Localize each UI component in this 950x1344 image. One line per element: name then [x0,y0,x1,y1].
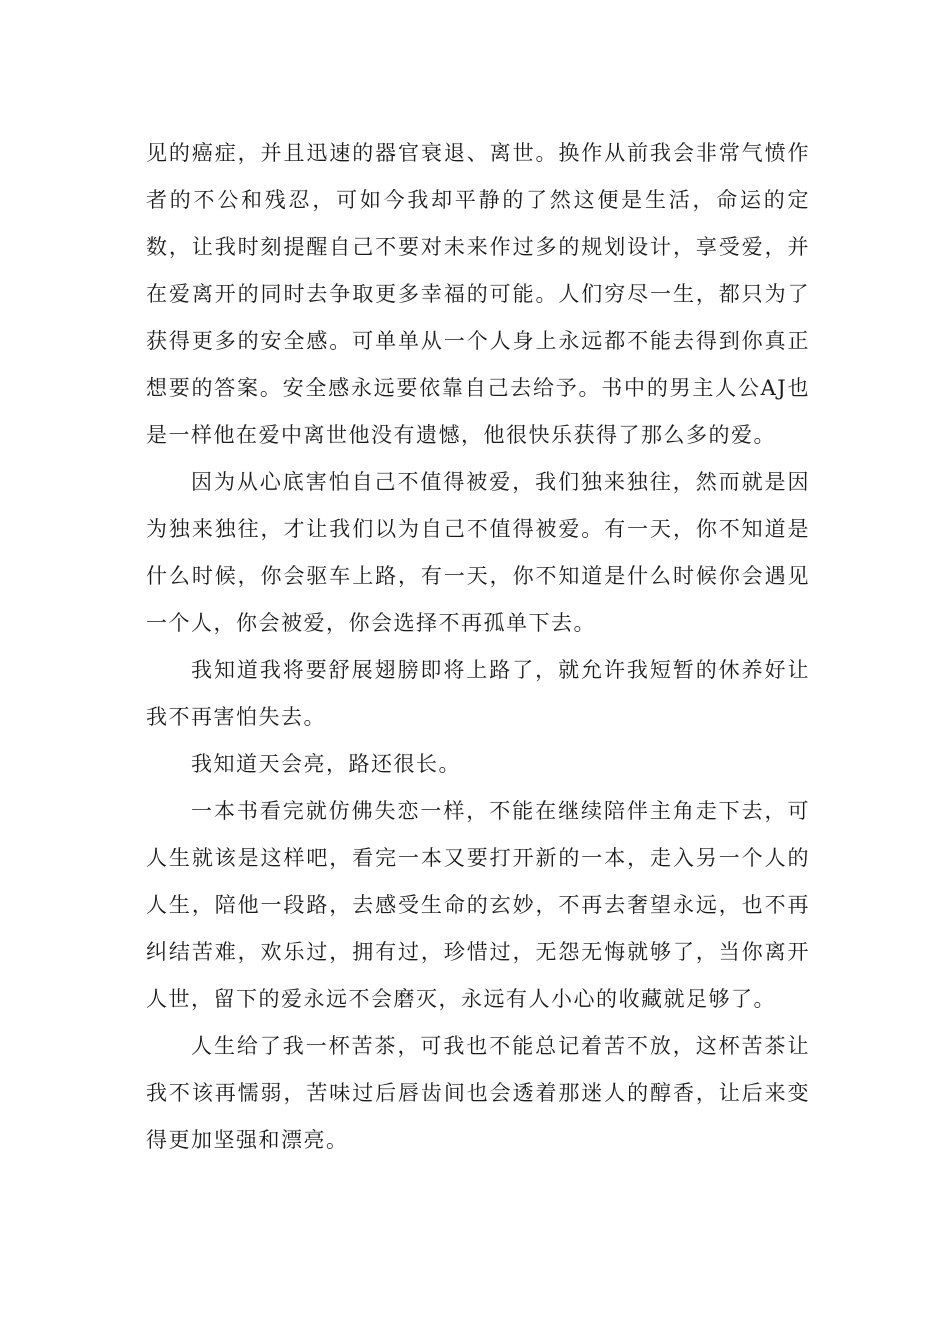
paragraph: 我知道天会亮，路还很长。 [191,752,461,776]
paragraph-continued: 见的癌症，并且迅速的器官衰退、离世。换作从前我会非常气愤作者的不公和残忍，可如今我却平静的了然这便是生活，命运的定数，让我时刻提醒自己不要对未来作过多的规划设计，享受爱，并在爱离开的同时去争取更多幸福的可能。人们穷尽一生，都只为了获得更多的安全感。可单单从一个人身上永远都不能去得到你真正想要的答案。安全感永远要依靠自己去给予。书中的男主人公AJ也是一样他在爱中离世他没有遗憾，他很快乐获得了那么多的爱。 [146,141,810,447]
paragraph: 因为从心底害怕自己不值得被爱，我们独来独往，然而就是因为独来独往，才让我们以为自己不值得被爱。有一天，你不知道是什么时候，你会驱车上路，有一天，你不知道是什么时候你会遇见一个人，你会被爱，你会选择不再孤单下去。 [146,470,810,635]
paragraph: 我知道我将要舒展翅膀即将上路了，就允许我短暂的休养好让我不再害怕失去。 [146,658,810,729]
paragraph: 人生给了我一杯苦茶，可我也不能总记着苦不放，这杯苦茶让我不该再懦弱，苦味过后唇齿间也会透着那迷人的醇香，让后来变得更加坚强和漂亮。 [146,1034,810,1152]
paragraph: 一本书看完就仿佛失恋一样，不能在继续陪伴主角走下去，可人生就该是这样吧，看完一本又要打开新的一本，走入另一个人的人生，陪他一段路，去感受生命的玄妙，不再去奢望永远，也不再纠结苦难，欢乐过，拥有过，珍惜过，无怨无悔就够了，当你离开人世，留下的爱永远不会磨灭，永远有人小心的收藏就足够了。 [146,799,810,1011]
document-body [146,130,810,1164]
